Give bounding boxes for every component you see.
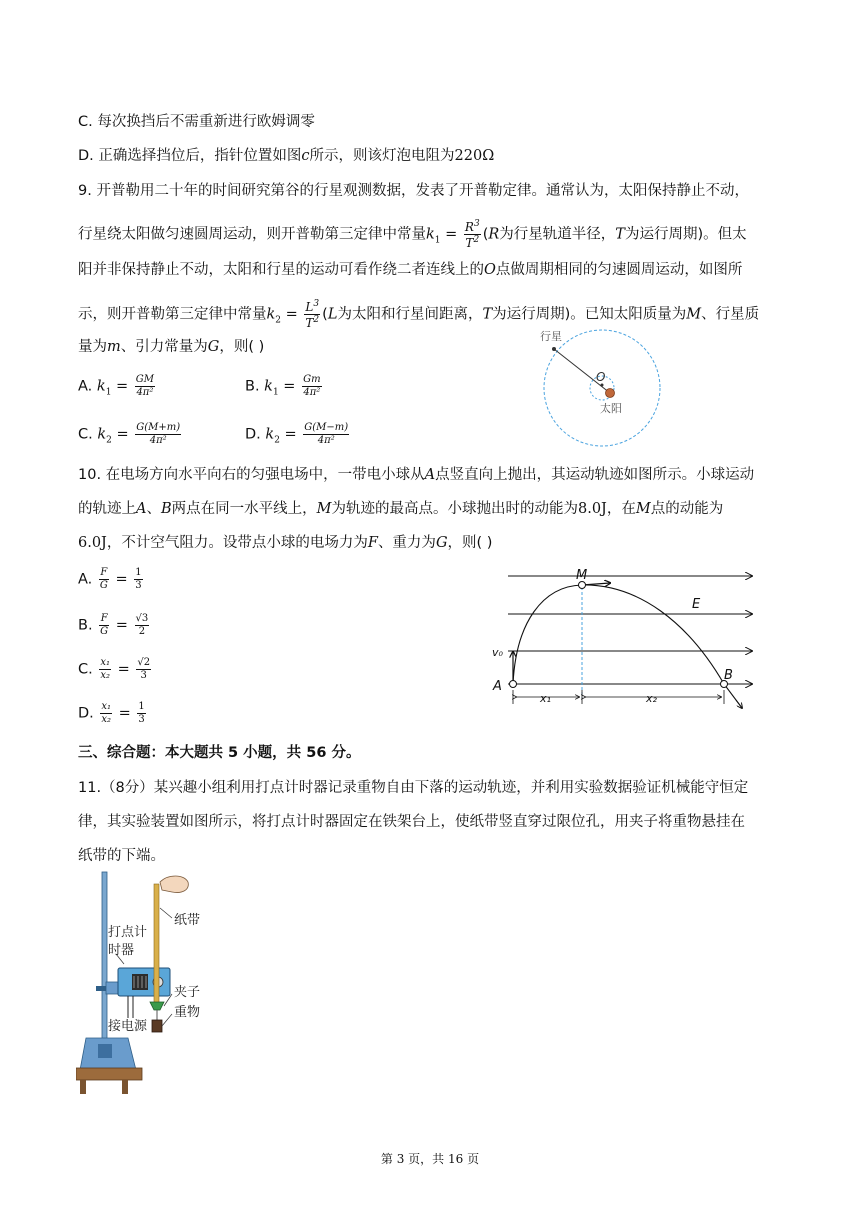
q9-line-1: 9. 开普勒用二十年的时间研究第谷的行星观测数据，发表了开普勒定律。通常认为，太阳保持静止不动， — [78, 183, 749, 199]
q10-option-b: B. $\frac{F}{G}$ = $\frac{√3}{2}$ — [78, 613, 149, 637]
trajectory — [513, 585, 742, 708]
planet-dot — [552, 347, 556, 351]
point-a — [510, 681, 517, 688]
q9-option-b: B. $k_1$ = $\frac{Gm}{\text{4π²}}$ — [245, 374, 321, 398]
label-timer-2: 时器 — [108, 943, 135, 958]
q11-line-1: 11.（8分）某兴趣小组利用打点计时器记录重物自由下落的运动轨迹，并利用实验数据验证机械能守恒定 — [78, 780, 749, 796]
o-label: O — [596, 370, 606, 384]
label-x2: x₂ — [646, 692, 657, 705]
label-tape: 纸带 — [174, 913, 201, 928]
q9-line-5: 量为m、引力常量为G，则( ) — [78, 339, 265, 355]
q9-line-3: 阳并非保持静止不动，太阳和行星的运动可看作绕二者连线上的O点做周期相同的匀速圆周运动，如图所 — [78, 262, 743, 278]
label-e: E — [692, 597, 701, 612]
hand — [160, 876, 188, 893]
q9-orbit-figure — [530, 322, 670, 452]
q10-line-2: 的轨迹上A、B两点在同一水平线上，M为轨迹的最高点。小球抛出时的动能为8.0J，在M点的动能为 — [78, 501, 724, 517]
section-3-heading: 三、综合题：本大题共 5 小题，共 56 分。 — [78, 745, 361, 761]
clip — [150, 1002, 164, 1010]
sun-label: 太阳 — [600, 402, 622, 415]
sun-dot — [606, 389, 615, 398]
q8-option-c: C. 每次换挡后不需重新进行欧姆调零 — [78, 114, 315, 130]
paper-tape — [154, 884, 159, 1004]
q10-option-d: D. $\frac{\text{x₁}}{\text{x₂}}$ = $\frac{1}{3}$ — [78, 701, 145, 725]
label-x1: x₁ — [540, 692, 551, 705]
q11-line-3: 纸带的下端。 — [78, 848, 165, 864]
label-b: B — [724, 668, 733, 683]
q9-line-4: 示，则开普勒第三定律中常量$k_2$ = $\frac{L^3}{T^2}$ (L为太阳和行星间距离，T为运行周期)。已知太阳质量为M、行星质 — [78, 299, 760, 330]
stand-pole — [102, 872, 107, 1042]
q9-line-2: 行星绕太阳做匀速圆周运动，则开普勒第三定律中常量$k_1$ = $\frac{R^3}{T^2}$ (R为行星轨道半径，T为运行周期)。但太 — [78, 219, 747, 250]
label-m: M — [576, 568, 588, 583]
planet-orbit — [544, 330, 660, 446]
label-v0: v₀ — [492, 646, 503, 659]
label-clamp: 夹子 — [174, 985, 201, 1000]
weight — [152, 1020, 162, 1032]
q10-trajectory-figure — [488, 562, 758, 722]
q8-option-d: D. 正确选择挡位后，指针位置如图c所示，则该灯泡电阻为220Ω — [78, 148, 495, 164]
q10-option-c: C. $\frac{\text{x₁}}{\text{x₂}}$ = $\frac{√2}{3}$ — [78, 657, 151, 681]
q10-option-a: A. $\frac{F}{G}$ = $\frac{1}{3}$ — [78, 567, 142, 591]
label-power: 接电源 — [108, 1019, 148, 1034]
q9-option-a: A. $k_1$ = $\frac{GM}{\text{4π²}}$ — [78, 374, 155, 398]
label-weight: 重物 — [174, 1005, 201, 1020]
q9-option-d: D. $k_2$ = $\frac{G(M-m)}{\text{4π²}}$ — [245, 422, 349, 446]
label-timer-1: 打点计 — [108, 925, 148, 940]
q11-apparatus-figure — [76, 868, 226, 1098]
q10-line-3: 6.0J，不计空气阻力。设带点小球的电场力为F、重力为G，则( ) — [78, 535, 493, 551]
page-footer: 第 3 页，共 16 页 — [380, 1152, 480, 1166]
q9-option-c: C. $k_2$ = $\frac{G(M+m)}{\text{4π²}}$ — [78, 422, 181, 446]
vm-arrow — [582, 583, 610, 585]
q11-line-2: 律，其实验装置如图所示，将打点计时器固定在铁架台上，使纸带竖直穿过限位孔，用夹子将重物悬挂在 — [78, 814, 745, 830]
planet-label: 行星 — [540, 330, 562, 343]
q10-line-1: 10. 在电场方向水平向右的匀强电场中，一带电小球从A点竖直向上抛出，其运动轨迹如图所示。小球运动 — [78, 467, 755, 483]
label-a: A — [493, 679, 502, 694]
table — [76, 1068, 142, 1080]
